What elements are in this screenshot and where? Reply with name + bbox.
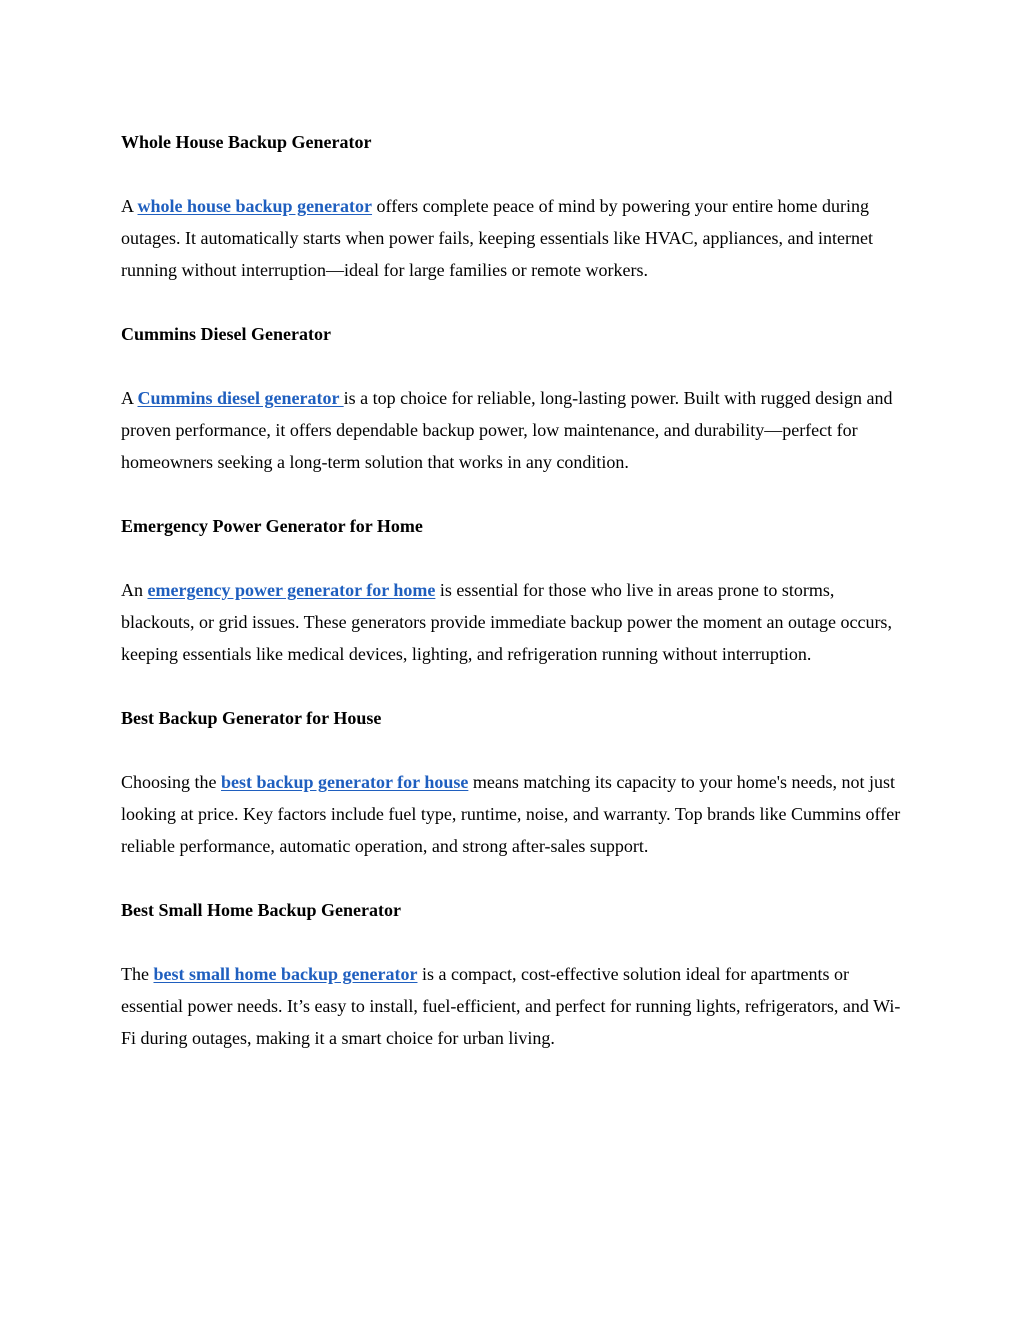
section-heading: Whole House Backup Generator: [121, 132, 372, 152]
paragraph-lead-text: The: [121, 964, 154, 984]
best-backup-generator-link[interactable]: best backup generator for house: [221, 772, 469, 792]
section-heading: Emergency Power Generator for Home: [121, 516, 423, 536]
paragraph-lead-text: Choosing the: [121, 772, 222, 792]
section-whole-house: [121, 126, 911, 286]
section-heading: Cummins Diesel Generator: [121, 324, 331, 344]
best-small-home-backup-generator-link[interactable]: best small home backup generator: [153, 964, 418, 984]
cummins-diesel-generator-link[interactable]: Cummins diesel generator: [137, 388, 344, 408]
section-paragraph: [121, 190, 911, 286]
paragraph-lead-text: A: [121, 196, 138, 216]
paragraph-body-text: is essential for those who live in areas prone to storms, blackouts, or grid issues. These generators provide immediate backup power the moment an outage occurs, keeping essentials like medical devices, lighting, and refrigeration running without interruption.: [121, 580, 892, 664]
paragraph-body-text: is a top choice for reliable, long-lasting power. Built with rugged design and proven performance, it offers dependable backup power, low maintenance, and durability—perfect for homeowners seeking a long-term solution that works in any condition.: [121, 388, 893, 472]
paragraph-lead-text: An: [121, 580, 148, 600]
section-cummins-diesel: [121, 318, 911, 478]
emergency-power-generator-link[interactable]: emergency power generator for home: [147, 580, 436, 600]
section-emergency-power: [121, 510, 911, 670]
paragraph-body-text: offers complete peace of mind by powering your entire home during outages. It automatically starts when power fails, keeping essentials like HVAC, appliances, and internet running without interruption—ideal for large families or remote workers.: [121, 196, 873, 280]
paragraph-body-text: means matching its capacity to your home's needs, not just looking at price. Key factors include fuel type, runtime, noise, and warranty. Top brands like Cummins offer reliable performance, automatic operation, and strong after-sales support.: [121, 772, 901, 856]
section-paragraph: [121, 766, 911, 862]
section-best-small-home: [121, 894, 911, 1054]
section-best-backup: [121, 702, 911, 862]
document-page: [121, 126, 911, 1086]
paragraph-body-text: is a compact, cost-effective solution ideal for apartments or essential power needs. It’s easy to install, fuel-efficient, and perfect for running lights, refrigerators, and Wi-Fi during outages, making it a smart choice for urban living.: [121, 964, 901, 1048]
section-paragraph: [121, 574, 911, 670]
section-paragraph: [121, 382, 911, 478]
section-heading: Best Backup Generator for House: [121, 708, 382, 728]
section-paragraph: [121, 958, 911, 1054]
section-heading: Best Small Home Backup Generator: [121, 900, 401, 920]
paragraph-lead-text: A: [121, 388, 138, 408]
whole-house-backup-generator-link[interactable]: whole house backup generator: [137, 196, 373, 216]
